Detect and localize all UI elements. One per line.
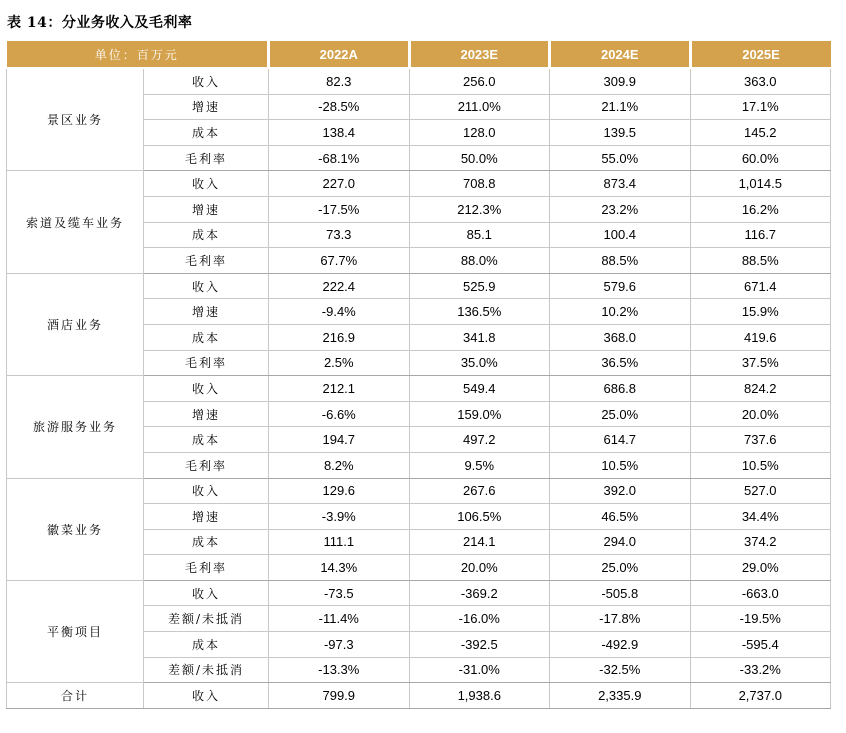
value-cell: 374.2 xyxy=(690,529,831,555)
value-cell: 21.1% xyxy=(550,94,691,120)
value-cell: 8.2% xyxy=(269,452,410,478)
value-cell: 116.7 xyxy=(690,222,831,248)
value-cell: 46.5% xyxy=(550,504,691,530)
value-cell: 67.7% xyxy=(269,248,410,274)
table-row xyxy=(7,478,831,504)
metric-label: 收入 xyxy=(144,68,269,94)
table-row xyxy=(7,683,831,709)
header-row xyxy=(7,41,831,68)
value-cell: 88.0% xyxy=(409,248,550,274)
metric-label: 毛利率 xyxy=(144,350,269,376)
value-cell: 82.3 xyxy=(269,68,410,94)
value-cell: 419.6 xyxy=(690,324,831,350)
value-cell: -33.2% xyxy=(690,657,831,683)
value-cell: 25.0% xyxy=(550,555,691,581)
metric-label: 毛利率 xyxy=(144,452,269,478)
value-cell: 16.2% xyxy=(690,196,831,222)
table-title: 表 14：分业务收入及毛利率 xyxy=(7,15,193,31)
value-cell: 525.9 xyxy=(409,273,550,299)
value-cell: 85.1 xyxy=(409,222,550,248)
value-cell: -32.5% xyxy=(550,657,691,683)
value-cell: 214.1 xyxy=(409,529,550,555)
value-cell: 9.5% xyxy=(409,452,550,478)
revenue-margin-table xyxy=(6,41,831,709)
value-cell: 35.0% xyxy=(409,350,550,376)
metric-label: 毛利率 xyxy=(144,248,269,274)
value-cell: 737.6 xyxy=(690,427,831,453)
value-cell: -19.5% xyxy=(690,606,831,632)
year-header: 2023E xyxy=(409,41,550,68)
table-row xyxy=(7,273,831,299)
metric-label: 成本 xyxy=(144,120,269,146)
year-header: 2025E xyxy=(690,41,831,68)
segment-name: 合计 xyxy=(7,683,144,709)
year-header: 2022A xyxy=(269,41,410,68)
value-cell: 1,938.6 xyxy=(409,683,550,709)
metric-label: 收入 xyxy=(144,273,269,299)
value-cell: 10.5% xyxy=(690,452,831,478)
value-cell: 194.7 xyxy=(269,427,410,453)
year-header: 2024E xyxy=(550,41,691,68)
value-cell: 212.3% xyxy=(409,196,550,222)
table-row xyxy=(7,580,831,606)
value-cell: 23.2% xyxy=(550,196,691,222)
value-cell: 20.0% xyxy=(690,401,831,427)
metric-label: 差额/未抵消 xyxy=(144,606,269,632)
metric-label: 增速 xyxy=(144,401,269,427)
value-cell: 145.2 xyxy=(690,120,831,146)
value-cell: 136.5% xyxy=(409,299,550,325)
segment-name: 旅游服务业务 xyxy=(7,376,144,478)
segment-name: 景区业务 xyxy=(7,68,144,171)
value-cell: 294.0 xyxy=(550,529,691,555)
metric-label: 成本 xyxy=(144,529,269,555)
value-cell: 579.6 xyxy=(550,273,691,299)
value-cell: -3.9% xyxy=(269,504,410,530)
value-cell: -28.5% xyxy=(269,94,410,120)
value-cell: 824.2 xyxy=(690,376,831,402)
value-cell: 1,014.5 xyxy=(690,171,831,197)
value-cell: 73.3 xyxy=(269,222,410,248)
value-cell: 497.2 xyxy=(409,427,550,453)
value-cell: 368.0 xyxy=(550,324,691,350)
unit-header: 单位：百万元 xyxy=(7,41,269,68)
value-cell: 363.0 xyxy=(690,68,831,94)
value-cell: 138.4 xyxy=(269,120,410,146)
metric-label: 成本 xyxy=(144,632,269,658)
value-cell: -17.5% xyxy=(269,196,410,222)
metric-label: 成本 xyxy=(144,222,269,248)
table-row xyxy=(7,376,831,402)
value-cell: -68.1% xyxy=(269,145,410,171)
value-cell: 686.8 xyxy=(550,376,691,402)
metric-label: 收入 xyxy=(144,171,269,197)
value-cell: -97.3 xyxy=(269,632,410,658)
value-cell: 34.4% xyxy=(690,504,831,530)
metric-label: 增速 xyxy=(144,299,269,325)
value-cell: 527.0 xyxy=(690,478,831,504)
metric-label: 收入 xyxy=(144,478,269,504)
value-cell: -505.8 xyxy=(550,580,691,606)
value-cell: -17.8% xyxy=(550,606,691,632)
value-cell: 60.0% xyxy=(690,145,831,171)
metric-label: 成本 xyxy=(144,324,269,350)
value-cell: -13.3% xyxy=(269,657,410,683)
value-cell: 17.1% xyxy=(690,94,831,120)
value-cell: 873.4 xyxy=(550,171,691,197)
value-cell: 392.0 xyxy=(550,478,691,504)
segment-name: 平衡项目 xyxy=(7,580,144,682)
value-cell: -16.0% xyxy=(409,606,550,632)
table-row xyxy=(7,68,831,94)
value-cell: -663.0 xyxy=(690,580,831,606)
metric-label: 增速 xyxy=(144,94,269,120)
value-cell: -6.6% xyxy=(269,401,410,427)
value-cell: -31.0% xyxy=(409,657,550,683)
metric-label: 收入 xyxy=(144,683,269,709)
value-cell: 37.5% xyxy=(690,350,831,376)
metric-label: 收入 xyxy=(144,376,269,402)
value-cell: 614.7 xyxy=(550,427,691,453)
table-row xyxy=(7,171,831,197)
value-cell: 2.5% xyxy=(269,350,410,376)
segment-name: 索道及缆车业务 xyxy=(7,171,144,273)
value-cell: 100.4 xyxy=(550,222,691,248)
value-cell: -492.9 xyxy=(550,632,691,658)
value-cell: 29.0% xyxy=(690,555,831,581)
value-cell: -73.5 xyxy=(269,580,410,606)
value-cell: 88.5% xyxy=(690,248,831,274)
value-cell: 549.4 xyxy=(409,376,550,402)
value-cell: -9.4% xyxy=(269,299,410,325)
value-cell: 25.0% xyxy=(550,401,691,427)
value-cell: 128.0 xyxy=(409,120,550,146)
value-cell: -595.4 xyxy=(690,632,831,658)
value-cell: 2,335.9 xyxy=(550,683,691,709)
value-cell: 88.5% xyxy=(550,248,691,274)
value-cell: 129.6 xyxy=(269,478,410,504)
metric-label: 收入 xyxy=(144,580,269,606)
value-cell: 216.9 xyxy=(269,324,410,350)
value-cell: 14.3% xyxy=(269,555,410,581)
metric-label: 差额/未抵消 xyxy=(144,657,269,683)
value-cell: 50.0% xyxy=(409,145,550,171)
value-cell: 139.5 xyxy=(550,120,691,146)
value-cell: 159.0% xyxy=(409,401,550,427)
value-cell: 256.0 xyxy=(409,68,550,94)
value-cell: 211.0% xyxy=(409,94,550,120)
value-cell: 267.6 xyxy=(409,478,550,504)
metric-label: 成本 xyxy=(144,427,269,453)
value-cell: -369.2 xyxy=(409,580,550,606)
value-cell: 10.5% xyxy=(550,452,691,478)
value-cell: -392.5 xyxy=(409,632,550,658)
value-cell: 309.9 xyxy=(550,68,691,94)
value-cell: 227.0 xyxy=(269,171,410,197)
value-cell: 799.9 xyxy=(269,683,410,709)
value-cell: 106.5% xyxy=(409,504,550,530)
value-cell: -11.4% xyxy=(269,606,410,632)
value-cell: 10.2% xyxy=(550,299,691,325)
metric-label: 毛利率 xyxy=(144,145,269,171)
metric-label: 毛利率 xyxy=(144,555,269,581)
value-cell: 222.4 xyxy=(269,273,410,299)
value-cell: 111.1 xyxy=(269,529,410,555)
value-cell: 212.1 xyxy=(269,376,410,402)
metric-label: 增速 xyxy=(144,196,269,222)
value-cell: 708.8 xyxy=(409,171,550,197)
value-cell: 671.4 xyxy=(690,273,831,299)
value-cell: 2,737.0 xyxy=(690,683,831,709)
segment-name: 徽菜业务 xyxy=(7,478,144,580)
value-cell: 15.9% xyxy=(690,299,831,325)
value-cell: 341.8 xyxy=(409,324,550,350)
metric-label: 增速 xyxy=(144,504,269,530)
value-cell: 20.0% xyxy=(409,555,550,581)
value-cell: 36.5% xyxy=(550,350,691,376)
value-cell: 55.0% xyxy=(550,145,691,171)
segment-name: 酒店业务 xyxy=(7,273,144,375)
